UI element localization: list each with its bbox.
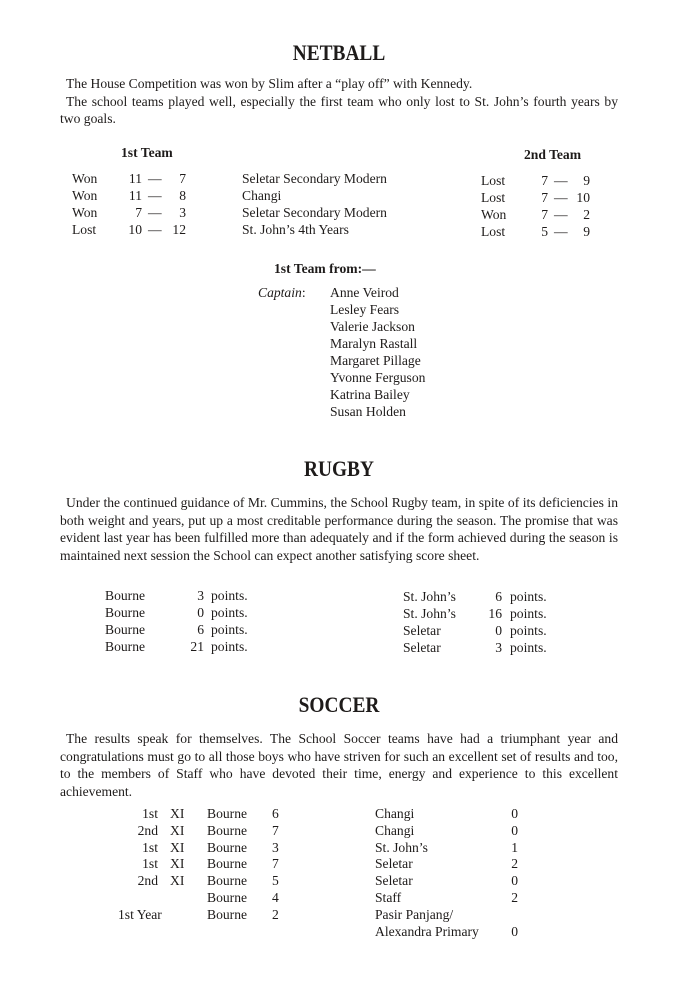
score-dash: — — [554, 190, 568, 205]
soccer-team-grade: XI — [170, 873, 185, 889]
rugby-home-points: 6 — [197, 622, 204, 637]
first-team-score-for: 11 — [128, 188, 142, 203]
soccer-team-grade: XI — [170, 822, 185, 838]
soccer-opponent-score: 0 — [511, 923, 518, 939]
rugby-paragraph: Under the continued guidance of Mr. Cummins, the School Rugby team, in spite of its deficiencies in both weight and years, put up a most creditable performance during the season. The promise that was evident last year has been fulfilled more than adequately and if the form achieved during the season is maintained next session the School can expect another satisfying score sheet. — [60, 495, 618, 563]
soccer-home-team: Bourne — [207, 906, 248, 922]
score-dash: — — [148, 205, 162, 220]
captain-name: Anne Veirod — [330, 285, 399, 300]
team-from-label: 1st Team from:— — [274, 261, 376, 276]
soccer-team-level: 1st Year — [118, 906, 162, 922]
soccer-team-level: 1st — [142, 806, 158, 821]
second-team-score-against: 9 — [583, 173, 590, 188]
rugby-heading: RUGBY — [304, 456, 374, 481]
soccer-home-team: Bourne — [207, 839, 248, 855]
rugby-away-team: St. John’s — [403, 606, 456, 621]
points-label: points. — [510, 623, 547, 638]
first-team-score-for: 10 — [128, 222, 142, 237]
first-team-result: Won — [72, 188, 98, 203]
soccer-home-score: 2 — [272, 906, 279, 922]
score-dash: — — [554, 224, 568, 239]
soccer-opponent-score: 1 — [511, 839, 518, 855]
second-team-score-against: 2 — [583, 207, 590, 222]
points-label: points. — [211, 622, 248, 637]
first-team-score-against: 3 — [179, 205, 186, 220]
rugby-away-points: 0 — [495, 623, 502, 638]
rugby-away-points: 16 — [488, 606, 502, 621]
second-team-result: Won — [481, 207, 507, 222]
soccer-team-level: 2nd — [137, 822, 158, 838]
soccer-home-team: Bourne — [207, 806, 248, 821]
rugby-away-points: 3 — [495, 640, 502, 655]
soccer-opponent: Alexandra Primary — [375, 923, 479, 939]
opponent-name: Changi — [242, 188, 282, 203]
soccer-team-grade: XI — [170, 839, 185, 855]
opponent-name: Seletar Secondary Modern — [242, 171, 387, 186]
opponent-name: St. John’s 4th Years — [242, 222, 349, 237]
player-name: Valerie Jackson — [330, 319, 415, 334]
first-team-score-against: 7 — [179, 171, 186, 186]
second-team-header: 2nd Team — [524, 147, 582, 162]
captain-label — [258, 284, 306, 301]
opponent-name: Seletar Secondary Modern — [242, 205, 387, 220]
captain-colon: : — [301, 285, 306, 300]
first-team-header: 1st Team — [121, 145, 173, 160]
soccer-home-score: 6 — [272, 806, 279, 821]
soccer-opponent-score: 2 — [511, 856, 518, 872]
netball-intro — [60, 75, 618, 128]
soccer-heading: SOCCER — [298, 692, 380, 717]
player-name: Maralyn Rastall — [330, 336, 418, 351]
soccer-opponent-score: 2 — [511, 890, 518, 905]
soccer-home-score: 4 — [272, 890, 279, 905]
points-label: points. — [211, 588, 248, 603]
score-dash: — — [148, 171, 162, 186]
points-label: points. — [510, 606, 547, 621]
first-team-result: Won — [72, 171, 98, 186]
player-name: Lesley Fears — [330, 302, 400, 317]
soccer-team-level: 2nd — [137, 873, 158, 889]
second-team-score-against: 10 — [576, 190, 590, 205]
rugby-away-team: Seletar — [403, 623, 441, 638]
second-team-score-for: 7 — [541, 190, 548, 205]
soccer-opponent: Changi — [375, 806, 415, 821]
captain-label-text: Captain — [258, 285, 302, 300]
first-team-score-for: 7 — [135, 205, 142, 220]
rugby-home-team: Bourne — [105, 639, 146, 654]
soccer-opponent-score: 0 — [511, 873, 518, 889]
soccer-intro — [60, 730, 618, 800]
soccer-home-team: Bourne — [207, 856, 248, 872]
second-team-score-for: 7 — [541, 207, 548, 222]
rugby-home-team: Bourne — [105, 605, 146, 620]
netball-paragraph: The school teams played well, especially the first team who only lost to St. John’s fourth years by two goals. — [60, 93, 618, 126]
score-dash: — — [554, 173, 568, 188]
points-label: points. — [211, 639, 248, 654]
soccer-team-level: 1st — [142, 839, 158, 855]
soccer-home-team: Bourne — [207, 890, 248, 905]
second-team-result: Lost — [481, 224, 506, 239]
soccer-opponent-score: 0 — [511, 822, 518, 838]
second-team-score-for: 5 — [541, 224, 548, 239]
soccer-home-team: Bourne — [207, 873, 248, 889]
soccer-home-score: 7 — [272, 856, 279, 872]
rugby-home-team: Bourne — [105, 588, 146, 603]
soccer-home-score: 7 — [272, 822, 279, 838]
second-team-result: Lost — [481, 190, 506, 205]
rugby-home-points: 21 — [190, 639, 204, 654]
soccer-opponent: Changi — [375, 822, 415, 838]
soccer-opponent-score: 0 — [511, 806, 518, 821]
first-team-result: Won — [72, 205, 98, 220]
score-dash: — — [554, 207, 568, 222]
soccer-team-grade: XI — [170, 856, 185, 872]
points-label: points. — [510, 640, 547, 655]
soccer-home-score: 3 — [272, 839, 279, 855]
player-name: Margaret Pillage — [330, 353, 421, 368]
second-team-score-for: 7 — [541, 173, 548, 188]
first-team-result: Lost — [72, 222, 97, 237]
first-team-score-for: 11 — [128, 171, 142, 186]
soccer-opponent: Seletar — [375, 856, 413, 872]
rugby-away-team: St. John’s — [403, 589, 456, 604]
points-label: points. — [510, 589, 547, 604]
rugby-home-points: 0 — [197, 605, 204, 620]
soccer-paragraph: The results speak for themselves. The School Soccer teams have had a triumphant year and congratulations must go to all those boys who have striven for such an excellent set of results and too, to the members of Staff who have devoted their time, energy and experience to this excellent achievement. — [60, 731, 618, 799]
soccer-home-team: Bourne — [207, 822, 248, 838]
score-dash: — — [148, 222, 162, 237]
soccer-team-level: 1st — [142, 856, 158, 872]
soccer-opponent: Seletar — [375, 873, 413, 889]
second-team-result: Lost — [481, 173, 506, 188]
points-label: points. — [211, 605, 248, 620]
first-team-score-against: 12 — [172, 222, 186, 237]
first-team-score-against: 8 — [179, 188, 186, 203]
rugby-away-team: Seletar — [403, 640, 441, 655]
player-name: Susan Holden — [330, 404, 406, 419]
soccer-opponent: Staff — [375, 890, 402, 905]
second-team-score-against: 9 — [583, 224, 590, 239]
player-name: Katrina Bailey — [330, 387, 410, 402]
score-dash: — — [148, 188, 162, 203]
rugby-intro — [60, 494, 618, 564]
rugby-away-points: 6 — [495, 589, 502, 604]
rugby-home-points: 3 — [197, 588, 204, 603]
rugby-home-team: Bourne — [105, 622, 146, 637]
soccer-opponent: St. John’s — [375, 839, 428, 855]
netball-paragraph: The House Competition was won by Slim after a “play off” with Kennedy. — [66, 76, 473, 91]
soccer-home-score: 5 — [272, 873, 279, 889]
netball-heading: NETBALL — [292, 40, 386, 65]
player-name: Yvonne Ferguson — [330, 370, 426, 385]
soccer-opponent: Pasir Panjang/ — [375, 906, 454, 922]
soccer-team-grade: XI — [170, 806, 185, 821]
